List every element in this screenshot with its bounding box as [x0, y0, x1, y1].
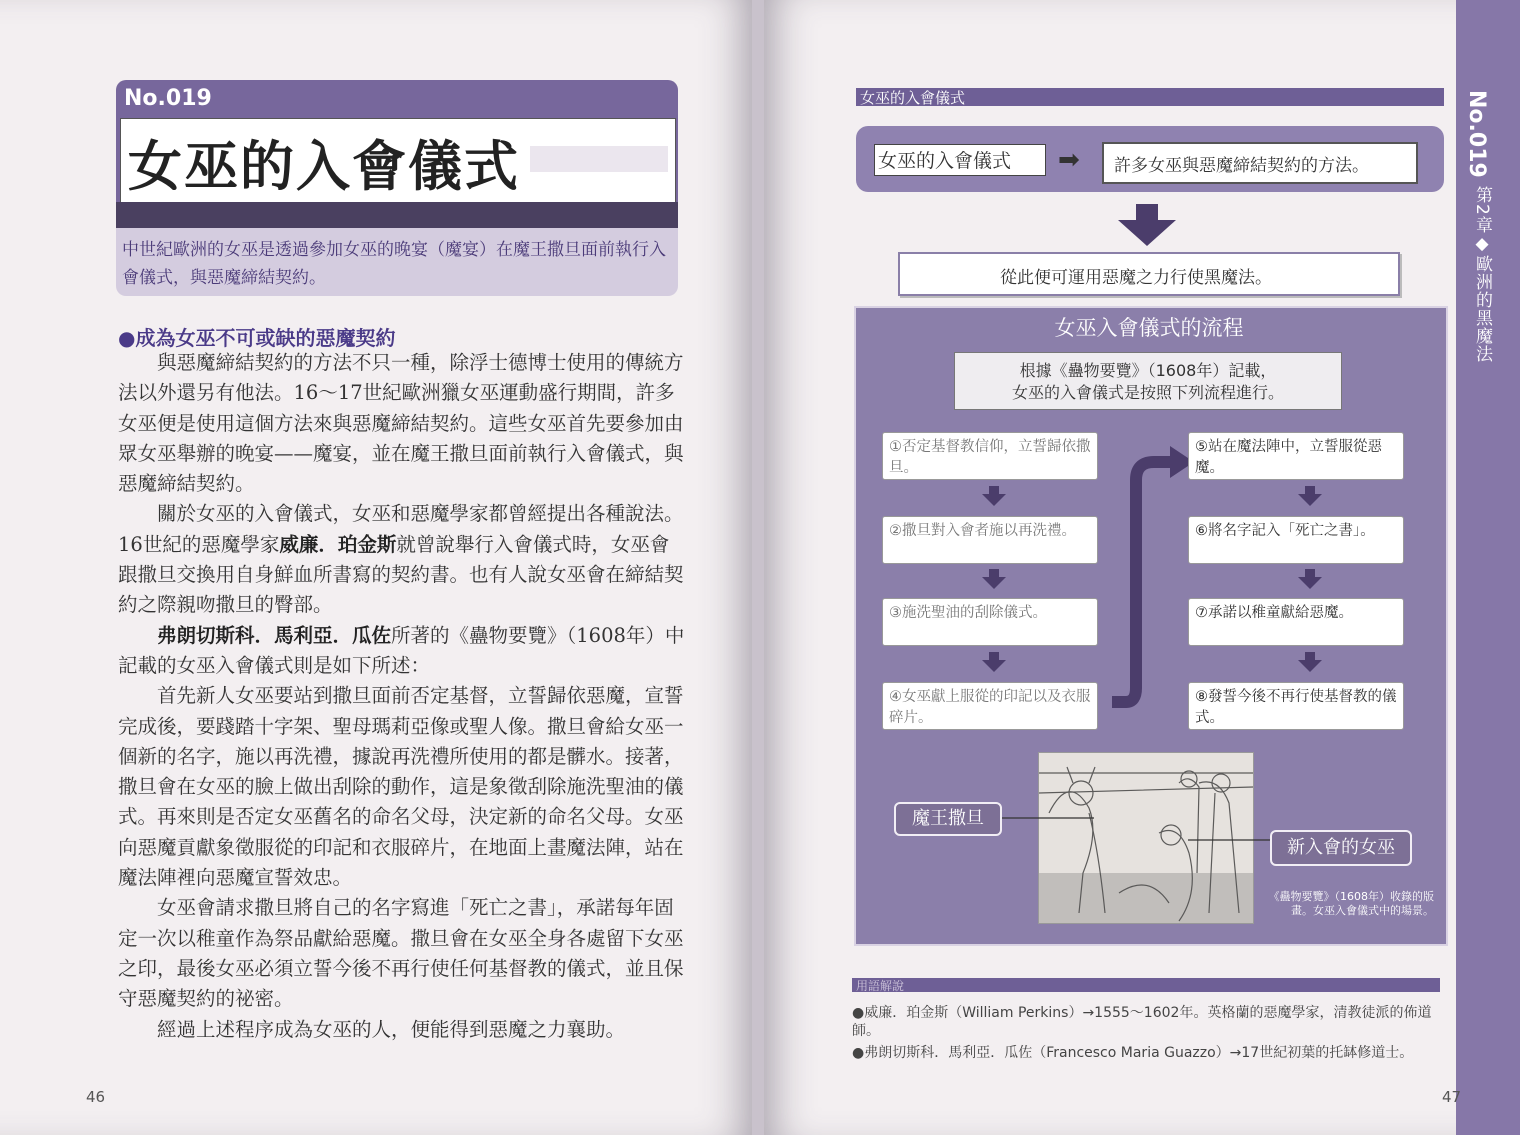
step-arrow-stem	[989, 569, 999, 577]
paragraph-5: 經過上述程序成為女巫的人，便能得到惡魔之力襄助。	[157, 1017, 626, 1041]
down-arrow-icon	[1298, 660, 1322, 672]
running-header: 女巫的入會儀式	[860, 89, 966, 107]
step-arrow-stem	[1305, 569, 1315, 577]
label-new-witch: 新入會的女巫	[1270, 830, 1412, 866]
entry-number: No.019	[124, 86, 212, 111]
down-arrow-icon	[1298, 494, 1322, 506]
step-arrow-stem	[1305, 652, 1315, 660]
flow-step-1: ①否定基督教信仰，立誓歸依撒旦。	[882, 432, 1098, 480]
source-line-2: 女巫的入會儀式是按照下列流程進行。	[1011, 383, 1284, 402]
paragraph-2-start: 關於女巫的入會儀式，女巫和惡魔學家都曾經提出各種說法。16世紀的惡魔學家	[118, 502, 684, 556]
guazzo-name: 弗朗切斯科．馬利亞．瓜佐	[157, 623, 392, 647]
terms-header: 用語解說	[856, 979, 905, 993]
step-arrow-stem	[989, 486, 999, 494]
summary-text: 中世紀歐洲的女巫是透過參加女巫的晚宴（魔宴）在魔王撒旦面前執行入會儀式，與惡魔締結契約。	[122, 240, 666, 288]
step-arrow-stem	[1305, 486, 1315, 494]
paragraph-2	[118, 499, 688, 620]
term-guazzo: ●弗朗切斯科．馬利亞．瓜佐（Francesco Maria Guazzo）→17世紀初葉的托缽修道士。	[852, 1045, 1414, 1061]
definition-text: 許多女巫與惡魔締結契約的方法。	[1114, 156, 1369, 176]
paragraph-3-end: 所著的《蠱物要覽》（1608年）中記載的女巫入會儀式則是如下所述：	[118, 623, 685, 677]
down-arrow-icon	[982, 577, 1006, 589]
flow-step-8: ⑧發誓今後不再行使基督教的儀式。	[1188, 682, 1404, 730]
flow-step-3: ③施洗聖油的刮除儀式。	[882, 598, 1098, 646]
result-text: 從此便可運用惡魔之力行使黑魔法。	[1000, 268, 1272, 288]
body-text	[118, 348, 688, 1045]
section-heading: ●成為女巫不可或缺的惡魔契約	[118, 326, 396, 350]
down-arrow-icon	[1118, 204, 1176, 246]
step-arrow-stem	[989, 652, 999, 660]
label-satan: 魔王撒旦	[894, 802, 1002, 836]
page-number-left: 46	[86, 1088, 106, 1106]
source-line-1: 根據《蠱物要覽》（1608年）記載，	[1019, 361, 1277, 380]
down-arrow-icon	[982, 660, 1006, 672]
term-perkins: ●威廉．珀金斯（William Perkins）→1555～1602年。英格蘭的惡魔學家，清教徒派的佈道師。	[852, 1005, 1432, 1039]
perkins-name: 威廉．珀金斯	[279, 532, 397, 556]
title-divider	[116, 202, 678, 228]
flow-step-6: ⑥將名字記入「死亡之書」。	[1188, 516, 1404, 564]
illustration-caption: 《蠱物要覽》（1608年）收錄的版畫。女巫入會儀式中的場景。	[1268, 890, 1434, 917]
left-page	[0, 0, 752, 1135]
terms-header-bar	[852, 978, 1440, 992]
right-arrow-icon: ➡	[1058, 145, 1080, 175]
paragraph-4: 女巫會請求撒旦將自己的名字寫進「死亡之書」，承諾每年固定一次以稚童作為祭品獻給惡魔。撒旦會在女巫全身各處留下女巫之印，最後女巫必須立誓今後不再行使任何基督教的儀式，並且保守惡魔契約的祕密。	[118, 896, 684, 1011]
flow-step-5: ⑤站在魔法陣中，立誓服從惡魔。	[1188, 432, 1404, 480]
flow-step-7: ⑦承諾以稚童獻給惡魔。	[1188, 598, 1404, 646]
label-leader-lines	[998, 814, 1298, 854]
page-number-right: 47	[1442, 1088, 1462, 1106]
side-chapter-title: 第2章◆歐洲的黑魔法	[1472, 186, 1492, 363]
down-arrow-icon	[1298, 577, 1322, 589]
down-arrow-icon	[982, 494, 1006, 506]
paragraph-1: 與惡魔締結契約的方法不只一種，除浮士德博士使用的傳統方法以外還另有他法。16～17世紀歐洲獵女巫運動盛行期間，許多女巫便是使用這個方法來與惡魔締結契約。這些女巫首先要參加由眾女巫舉辦的晚宴——魔宴，並在魔王撒旦面前執行入會儀式，與惡魔締結契約。	[118, 351, 684, 496]
quote-paragraph: 首先新人女巫要站到撒旦面前否定基督，立誓歸依惡魔，宣誓完成後，要踐踏十字架、聖母瑪莉亞像或聖人像。撒旦會給女巫一個新的名字，施以再洗禮，據說再洗禮所使用的都是髒水。接著，撒旦會在女巫的臉上做出刮除的動作，這是象徵刮除施洗聖油的儀式。再來則是否定女巫舊名的命名父母，決定新的命名父母。女巫向惡魔貢獻象徵服從的印記和衣服碎片，在地面上畫魔法陣，站在魔法陣裡向惡魔宣誓效忠。	[118, 684, 684, 890]
page-title: 女巫的入會儀式	[128, 134, 520, 198]
definition-label: 女巫的入會儀式	[878, 150, 1012, 172]
paragraph-2-end: 就曾說舉行入會儀式時，女巫會跟撒旦交換用自身鮮血所書寫的契約書。也有人說女巫會在締結契約之際親吻撒旦的臀部。	[118, 532, 684, 617]
right-page	[764, 0, 1520, 1135]
flow-step-4: ④女巫獻上服從的印記以及衣服碎片。	[882, 682, 1098, 730]
title-decoration	[530, 146, 668, 172]
paragraph-3	[118, 621, 688, 682]
flow-step-2: ②撒旦對入會者施以再洗禮。	[882, 516, 1098, 564]
side-entry-number: No.019	[1464, 90, 1489, 178]
flow-title: 女巫入會儀式的流程	[1054, 316, 1244, 340]
source-note	[960, 360, 1336, 404]
connector-arrow-icon	[1102, 440, 1198, 720]
